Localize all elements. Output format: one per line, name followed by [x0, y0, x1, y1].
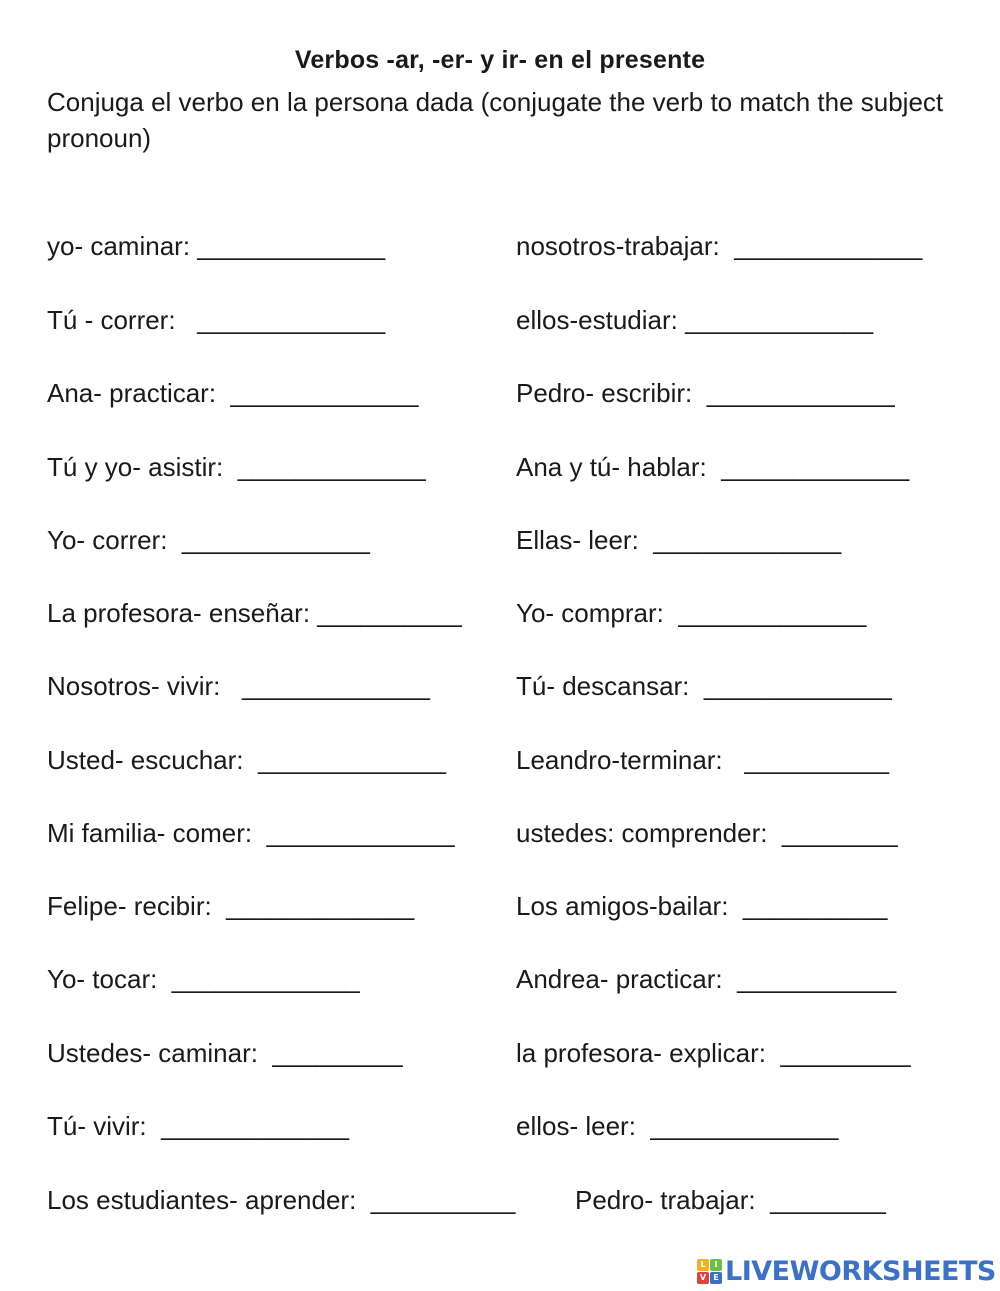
exercise-prompt: Ana- practicar:	[47, 378, 217, 408]
answer-blank[interactable]: _________	[780, 1038, 911, 1068]
exercise-item	[47, 231, 385, 261]
answer-blank[interactable]: _____________	[197, 305, 386, 335]
answer-blank[interactable]: _____________	[171, 964, 360, 994]
logo-tile-e: E	[710, 1272, 722, 1284]
logo-tile-i: I	[710, 1259, 722, 1271]
exercise-prompt: Yo- tocar:	[47, 964, 158, 994]
answer-blank[interactable]: _____________	[197, 231, 386, 261]
exercise-prompt: Pedro- escribir:	[516, 378, 693, 408]
answer-blank[interactable]: _____________	[678, 598, 867, 628]
answer-blank[interactable]: _____________	[650, 1111, 839, 1141]
exercise-item	[516, 964, 896, 994]
exercise-item	[47, 745, 446, 775]
exercise-prompt: Andrea- practicar:	[516, 964, 723, 994]
exercise-item	[516, 1111, 838, 1141]
exercise-prompt: Ana y tú- hablar:	[516, 452, 707, 482]
exercise-prompt: Yo- comprar:	[516, 598, 664, 628]
exercise-prompt: nosotros-trabajar:	[516, 231, 720, 261]
exercise-prompt: la profesora- explicar:	[516, 1038, 766, 1068]
exercise-prompt: yo- caminar:	[47, 231, 191, 261]
logo-tile-l: L	[697, 1259, 709, 1271]
exercise-item	[47, 964, 360, 994]
exercise-item	[516, 452, 909, 482]
answer-blank[interactable]: ________	[781, 818, 898, 848]
exercise-item	[516, 525, 841, 555]
exercise-prompt: Usted- escuchar:	[47, 745, 244, 775]
exercise-prompt: Pedro- trabajar:	[575, 1185, 756, 1215]
logo-tile-v: V	[697, 1272, 709, 1284]
exercise-item	[47, 1038, 403, 1068]
answer-blank[interactable]: _____________	[266, 818, 455, 848]
exercise-item	[516, 671, 892, 701]
exercise-item	[516, 891, 888, 921]
exercise-item	[516, 378, 895, 408]
answer-blank[interactable]: _________	[272, 1038, 403, 1068]
exercise-item	[47, 891, 414, 921]
liveworksheets-logo-icon	[697, 1259, 722, 1284]
exercise-prompt: ustedes: comprender:	[516, 818, 768, 848]
answer-blank[interactable]: _____________	[226, 891, 415, 921]
exercise-item	[47, 671, 430, 701]
exercise-prompt: ellos-estudiar:	[516, 305, 678, 335]
exercise-prompt: Nosotros- vivir:	[47, 671, 221, 701]
worksheet-title: Verbos -ar, -er- y ir- en el presente	[294, 46, 706, 74]
exercise-prompt: Los amigos-bailar:	[516, 891, 729, 921]
answer-blank[interactable]: _____________	[161, 1111, 350, 1141]
liveworksheets-logo	[697, 1255, 996, 1287]
exercise-prompt: La profesora- enseñar:	[47, 598, 311, 628]
answer-blank[interactable]: ___________	[737, 964, 897, 994]
exercise-prompt: Tú- descansar:	[516, 671, 690, 701]
exercise-prompt: Mi familia- comer:	[47, 818, 253, 848]
exercise-item	[47, 818, 455, 848]
answer-blank[interactable]: _____________	[685, 305, 874, 335]
answer-blank[interactable]: _____________	[703, 671, 892, 701]
answer-blank[interactable]: __________	[370, 1185, 516, 1215]
exercise-prompt: Yo- correr:	[47, 525, 168, 555]
answer-blank[interactable]: _____________	[653, 525, 842, 555]
answer-blank[interactable]: __________	[317, 598, 462, 628]
answer-blank[interactable]: _____________	[237, 452, 426, 482]
exercise-item	[47, 525, 370, 555]
exercise-prompt: ellos- leer:	[516, 1111, 636, 1141]
exercise-item	[47, 305, 385, 335]
exercise-item	[516, 305, 873, 335]
answer-blank[interactable]: _____________	[721, 452, 910, 482]
answer-blank[interactable]: _____________	[734, 231, 923, 261]
answer-blank[interactable]: __________	[742, 891, 888, 921]
exercise-prompt: Tú - correr:	[47, 305, 176, 335]
exercise-item	[575, 1185, 886, 1215]
answer-blank[interactable]: _____________	[257, 745, 446, 775]
worksheet-instructions: Conjuga el verbo en la persona dada (conjugate the verb to match the subject pronoun)	[47, 87, 944, 153]
answer-blank[interactable]: ________	[770, 1185, 886, 1215]
exercise-item	[47, 1185, 515, 1215]
exercise-prompt: Tú y yo- asistir:	[47, 452, 224, 482]
answer-blank[interactable]: _____________	[242, 671, 431, 701]
exercise-item	[47, 1111, 349, 1141]
exercise-item	[516, 231, 922, 261]
answer-blank[interactable]: _____________	[181, 525, 370, 555]
exercise-item	[47, 378, 419, 408]
exercise-item	[516, 745, 889, 775]
logo-text: LIVEWORKSHEETS	[725, 1255, 996, 1287]
exercise-item	[516, 598, 866, 628]
answer-blank[interactable]: _____________	[706, 378, 895, 408]
exercise-item	[516, 1038, 911, 1068]
exercise-item	[47, 452, 426, 482]
exercise-item	[516, 818, 898, 848]
exercise-prompt: Los estudiantes- aprender:	[47, 1185, 357, 1215]
exercise-prompt: Felipe- recibir:	[47, 891, 212, 921]
exercise-prompt: Ustedes- caminar:	[47, 1038, 258, 1068]
answer-blank[interactable]: _____________	[230, 378, 419, 408]
exercise-prompt: Tú- vivir:	[47, 1111, 147, 1141]
exercise-prompt: Leandro-terminar:	[516, 745, 723, 775]
answer-blank[interactable]: __________	[744, 745, 889, 775]
exercise-item	[47, 598, 462, 628]
exercise-prompt: Ellas- leer:	[516, 525, 639, 555]
